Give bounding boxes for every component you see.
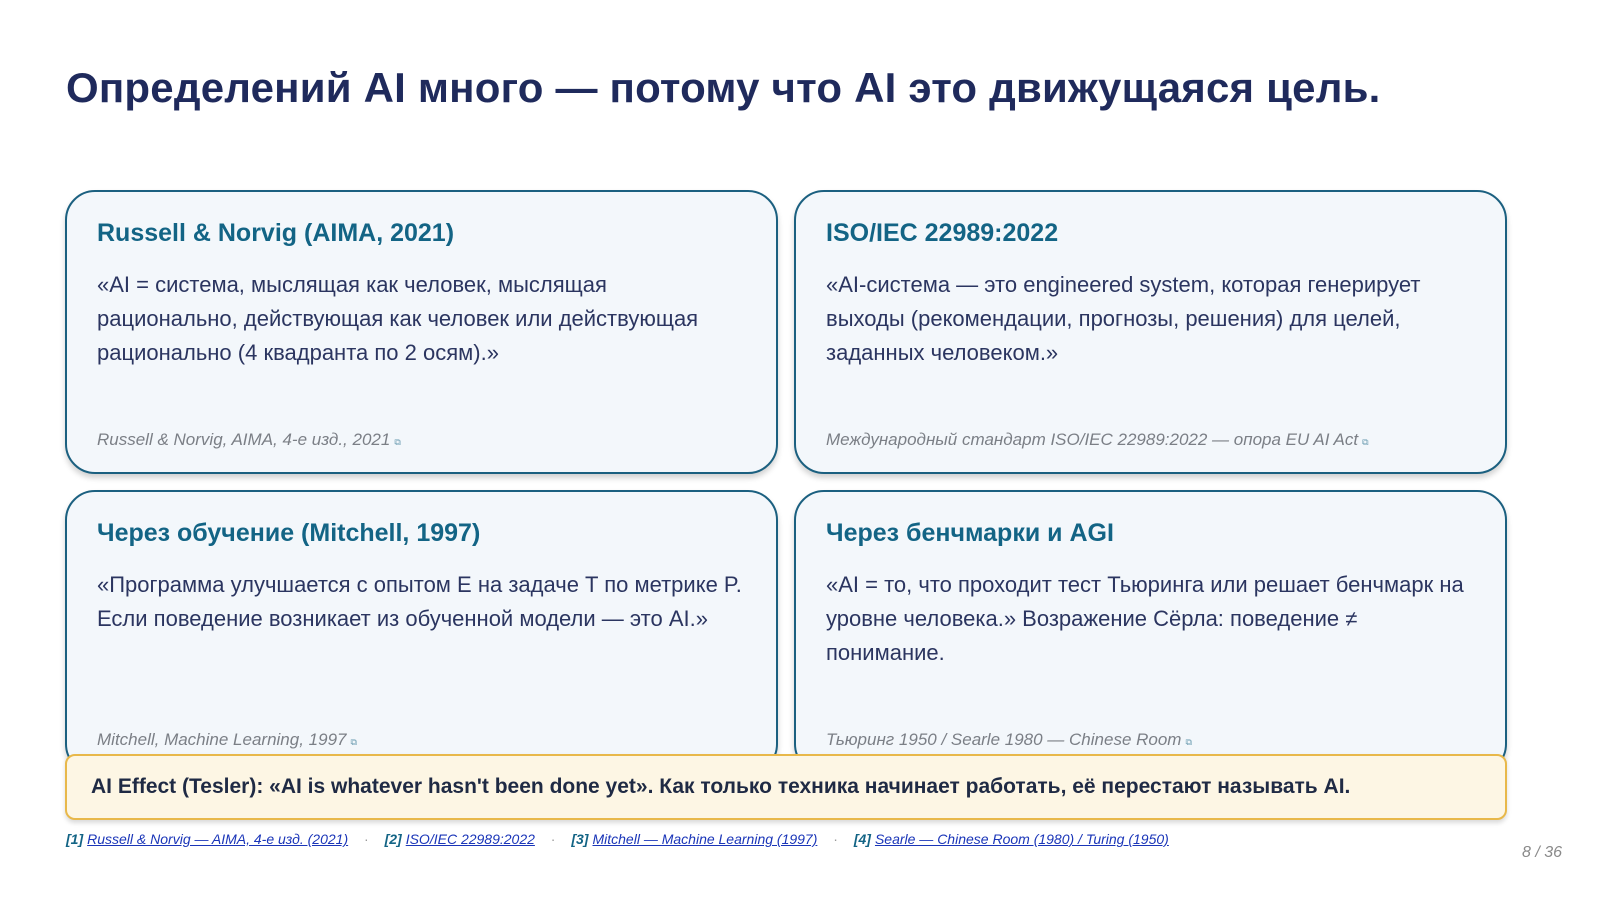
footnote-separator: · (364, 831, 369, 847)
footnote-link[interactable]: Searle — Chinese Room (1980) / Turing (1950) (874, 831, 1169, 847)
footnote-number: [4] (853, 831, 871, 847)
card-body: «AI-система — это engineered system, которая генерирует выходы (рекомендации, прогнозы, решения) для целей, заданных человеком.» (826, 272, 1421, 365)
card-source[interactable] (826, 430, 1369, 450)
footnote-link[interactable]: Mitchell — Machine Learning (1997) (592, 831, 818, 847)
card-title: Russell & Norvig (AIMA, 2021) (97, 219, 455, 247)
card-source-text[interactable]: Международный стандарт ISO/IEC 22989:2022 — опора EU AI Act (826, 430, 1359, 449)
card-source-text[interactable]: Mitchell, Machine Learning, 1997 (97, 730, 347, 749)
tesler-text: AI Effect (Tesler): «AI is whatever hasn't been done yet». Как только техника начинает работать, её перестают называть AI. (91, 775, 1351, 798)
card-body: «AI = система, мыслящая как человек, мыслящая рационально, действующая как человек или действующая рационально (4 квадранта по 2 осям).» (97, 272, 699, 365)
link-icon[interactable]: ⧉ (1185, 737, 1192, 747)
card-iso-iec (794, 190, 1507, 474)
card-source-text[interactable]: Russell & Norvig, AIMA, 4-е изд., 2021 (97, 430, 391, 449)
page-number: 8 / 36 (1521, 844, 1562, 861)
tesler-callout (65, 754, 1507, 820)
card-title: Через обучение (Mitchell, 1997) (97, 519, 481, 547)
card-mitchell (65, 490, 778, 774)
card-source-text[interactable]: Тьюринг 1950 / Searle 1980 — Chinese Room (826, 730, 1182, 749)
footnote-link[interactable]: ISO/IEC 22989:2022 (405, 831, 535, 847)
card-source[interactable] (826, 730, 1192, 750)
card-body: «Программа улучшается с опытом E на задаче T по метрике P. Если поведение возникает из обученной модели — это AI.» (97, 572, 742, 631)
card-benchmarks-agi (794, 490, 1507, 774)
card-source[interactable] (97, 430, 401, 450)
link-icon[interactable]: ⧉ (394, 437, 401, 447)
footnote-separator: · (550, 831, 556, 847)
card-russell-norvig (65, 190, 778, 474)
footnote-number: [1] (66, 831, 84, 847)
link-icon[interactable]: ⧉ (350, 737, 357, 747)
card-title: Через бенчмарки и AGI (826, 519, 1114, 547)
card-source[interactable] (97, 730, 357, 750)
footnotes (66, 831, 1169, 847)
card-title: ISO/IEC 22989:2022 (826, 219, 1059, 247)
footnote-number: [3] (571, 831, 589, 847)
card-body: «AI = то, что проходит тест Тьюринга или решает бенчмарк на уровне человека.» Возражение Сёрла: поведение ≠ понимание. (826, 572, 1464, 665)
footnote-number: [2] (384, 831, 402, 847)
footnote-separator: · (833, 831, 838, 847)
footnote-link[interactable]: Russell & Norvig — AIMA, 4-е изд. (2021) (87, 831, 349, 847)
link-icon[interactable]: ⧉ (1362, 437, 1369, 447)
slide-title: Определений AI много — потому что AI это движущаяся цель. (66, 64, 1381, 111)
